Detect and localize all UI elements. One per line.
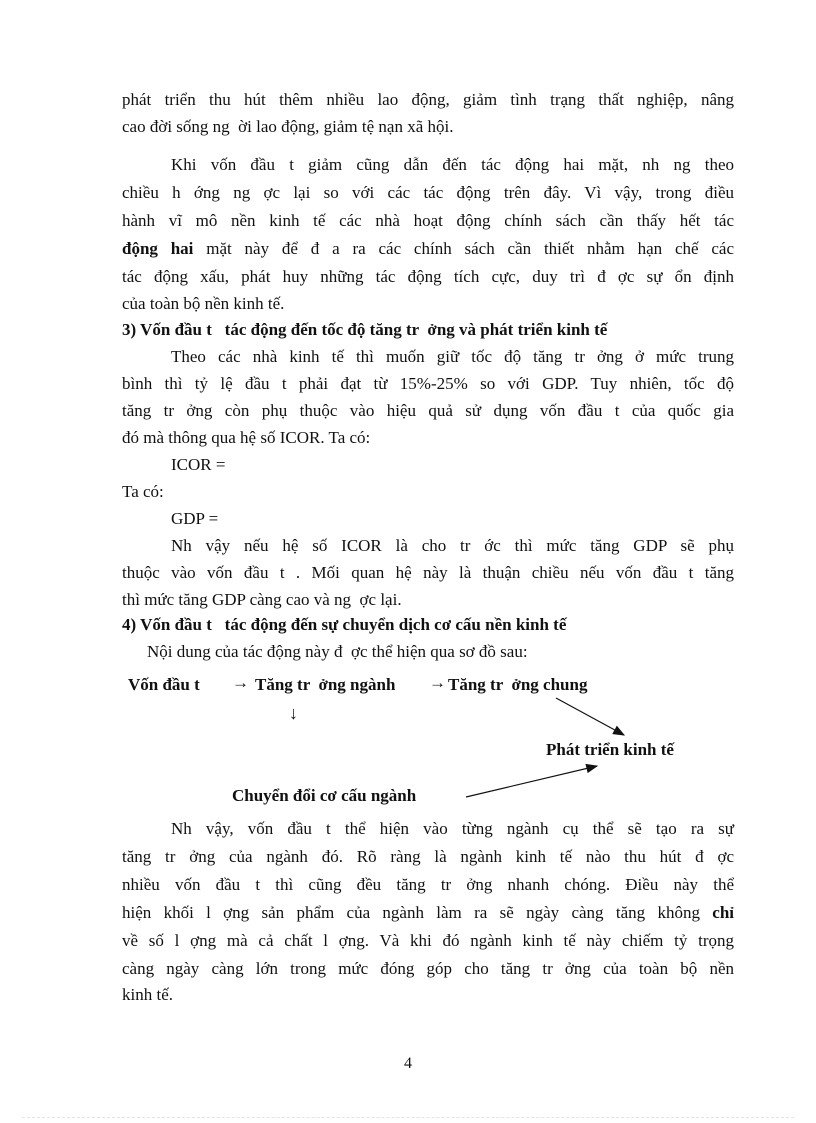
line-text: mặt này để đ a ra các chính sách cần thiết nhằm hạn chế các — [193, 239, 734, 258]
section-heading: 3) Vốn đầu t tác động đến tốc độ tăng tr ởng và phát triển kinh tế — [122, 320, 608, 339]
line-text: hiện khối l ợng sản phẩm của ngành làm ra sẽ ngày càng tăng không — [122, 903, 700, 922]
paragraph-line: tăng tr ởng còn phụ thuộc vào hiệu quả sử dụng vốn đầu t của quốc gia — [122, 401, 734, 420]
node-tang-truong-nganh: Tăng tr ởng ngành — [255, 675, 396, 694]
connector-arrow — [466, 766, 597, 797]
node-chuyen-doi-co-cau: Chuyển đổi cơ cấu ngành — [232, 786, 417, 805]
paragraph-line — [122, 901, 734, 925]
paragraph-line: của toàn bộ nền kinh tế. — [122, 294, 285, 313]
arrow-down-icon: ↓ — [289, 703, 298, 723]
paragraph-line: Ta có: — [122, 482, 164, 501]
connector-arrow — [556, 698, 624, 735]
section-heading: 4) Vốn đầu t tác động đến sự chuyển dịch cơ cấu nền kinh tế — [122, 615, 567, 634]
formula-line: ICOR = — [171, 455, 226, 474]
paragraph-line: Theo các nhà kinh tế thì muốn giữ tốc độ tăng tr ởng ở mức trung — [171, 347, 734, 366]
paragraph-line: thuộc vào vốn đầu t . Mối quan hệ này là thuận chiều nếu vốn đầu t tăng — [122, 563, 734, 582]
paragraph-line: Nội dung của tác động này đ ợc thể hiện qua sơ đồ sau: — [147, 642, 528, 661]
paragraph-line: tác động xấu, phát huy những tác động tích cực, duy trì đ ợc sự ổn định — [122, 267, 734, 286]
bold-phrase: động hai — [122, 239, 194, 258]
paragraph-line: chiều h ớng ng ợc lại so với các tác động trên đây. Vì vậy, trong điều — [122, 183, 734, 202]
paragraph-line: Khi vốn đầu t giảm cũng dẫn đến tác động hai mặt, nh ng theo — [171, 155, 734, 174]
paragraph-line: càng ngày càng lớn trong mức đóng góp cho tăng tr ởng của toàn bộ nền — [122, 959, 734, 978]
arrow-right-icon: → — [232, 673, 249, 692]
paragraph-line: cao đời sống ng ời lao động, giảm tệ nạn xã hội. — [122, 117, 454, 136]
node-von-dau-tu: Vốn đầu t — [128, 675, 200, 694]
paragraph-line: thì mức tăng GDP càng cao và ng ợc lại. — [122, 590, 402, 609]
paragraph-line: phát triển thu hút thêm nhiều lao động, giảm tình trạng thất nghiệp, nâng — [122, 90, 734, 109]
page-bottom-edge — [22, 1117, 794, 1118]
paragraph-line: nhiều vốn đầu t thì cũng đều tăng tr ởng nhanh chóng. Điều này thể — [122, 875, 734, 894]
arrow-right-icon: → — [429, 673, 446, 692]
paragraph-line: Nh vậy, vốn đầu t thể hiện vào từng ngành cụ thể sẽ tạo ra sự — [171, 819, 734, 838]
paragraph-line: Nh vậy nếu hệ số ICOR là cho tr ớc thì mức tăng GDP sẽ phụ — [171, 536, 734, 555]
paragraph-line: tăng tr ởng của ngành đó. Rõ ràng là ngành kinh tế nào thu hút đ ợc — [122, 847, 734, 866]
paragraph-line: đó mà thông qua hệ số ICOR. Ta có: — [122, 428, 371, 447]
bold-word: chỉ — [712, 903, 735, 922]
paragraph-line: bình thì tỷ lệ đầu t phải đạt từ 15%-25% so với GDP. Tuy nhiên, tốc độ — [122, 374, 734, 393]
node-tang-truong-chung: Tăng tr ởng chung — [448, 675, 588, 694]
paragraph-line: kinh tế. — [122, 985, 173, 1004]
paragraph-line: về số l ợng mà cả chất l ợng. Và khi đó ngành kinh tế này chiếm tỷ trọng — [122, 931, 734, 950]
paragraph-line: hành vĩ mô nền kinh tế các nhà hoạt động chính sách cần thấy hết tác — [122, 211, 734, 230]
formula-line: GDP = — [171, 509, 219, 528]
page-number: 4 — [404, 1055, 412, 1072]
node-phat-trien-kinh-te: Phát triển kinh tế — [546, 740, 674, 759]
